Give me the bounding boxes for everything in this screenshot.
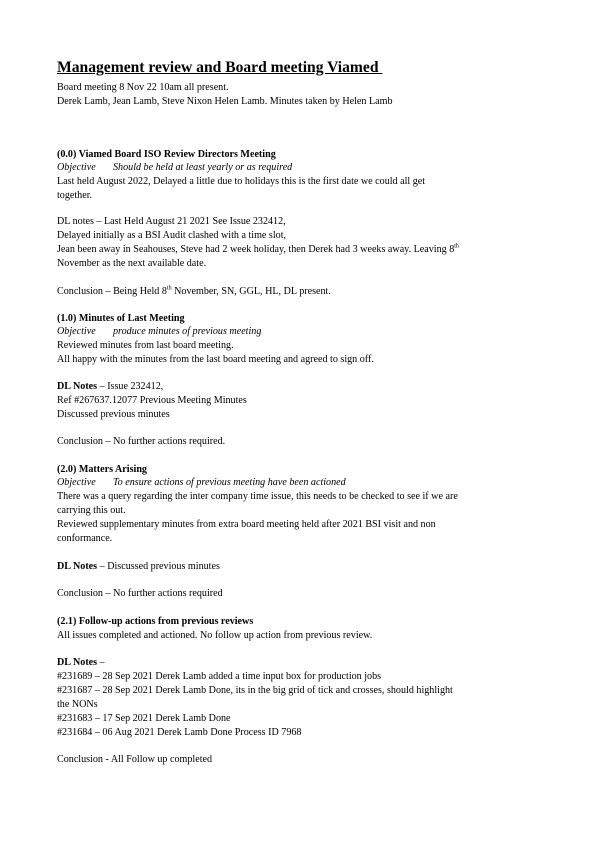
objective-line [57,162,292,174]
objective-line [57,477,346,489]
section-heading: (2.1) Follow-up actions from previous reviews [57,616,254,627]
notes-line: November as the next available date. [57,258,207,269]
conclusion-line: Conclusion – No further actions required. [57,436,226,447]
conclusion-line [57,286,331,298]
objective-text: To ensure actions of previous meeting have been actioned [113,477,346,488]
list-item: #231684 – 06 Aug 2021 Derek Lamb Done Process ID 7968 [57,727,302,738]
body-line: Last held August 2022, Delayed a little due to holidays this is the first date we could all get [57,176,426,187]
objective-label: Objective [57,477,96,488]
notes-line: DL notes – Last Held August 21 2021 See Issue 232412, [57,216,286,227]
objective-label: Objective [57,326,96,337]
body-line: There was a query regarding the inter company time issue, this needs to be checked to see if we are [57,491,458,502]
notes-line [57,381,163,393]
objective-label: Objective [57,162,96,173]
notes-text: Jean been away in Seahouses, Steve had 2 week holiday, then Derek had 3 weeks away. Leaving 8 [57,244,455,255]
intro-line: Board meeting 8 Nov 22 10am all present. [57,82,229,93]
ordinal-suffix: th [166,285,172,292]
section-heading: (2.0) Matters Arising [57,464,147,475]
list-item: #231683 – 17 Sep 2021 Derek Lamb Done [57,713,231,724]
body-line: All issues completed and actioned. No follow up action from previous review. [57,630,373,641]
conclusion-text: Conclusion – Being Held 8 [57,286,167,297]
body-line: together. [57,190,93,201]
notes-text: – Discussed previous minutes [97,561,220,572]
list-item: the NONs [57,699,98,710]
section-heading: (1.0) Minutes of Last Meeting [57,313,185,324]
body-line: carrying this out. [57,505,126,516]
notes-line [57,657,105,669]
ordinal-suffix: th [454,243,459,250]
objective-line [57,326,261,338]
notes-line: Delayed initially as a BSI Audit clashed with a time slot, [57,230,287,241]
notes-label: DL Notes [57,657,98,668]
notes-text: – Issue 232412, [97,381,164,392]
page-title: Management review and Board meeting Viamed [57,59,383,76]
section-heading: (0.0) Viamed Board ISO Review Directors Meeting [57,149,276,160]
notes-label: DL Notes [57,381,98,392]
notes-line: Ref #267637.12077 Previous Meeting Minutes [57,395,247,406]
body-line: conformance. [57,533,113,544]
body-line: Reviewed minutes from last board meeting. [57,340,234,351]
body-line: Reviewed supplementary minutes from extra board meeting held after 2021 BSI visit and non [57,519,436,530]
notes-text: – [97,657,105,668]
notes-label: DL Notes [57,561,98,572]
list-item: #231687 – 28 Sep 2021 Derek Lamb Done, its in the big grid of tick and crosses, should highlight [57,685,453,696]
conclusion-line: Conclusion - All Follow up completed [57,754,213,765]
attendees-line: Derek Lamb, Jean Lamb, Steve Nixon Helen Lamb. Minutes taken by Helen Lamb [57,96,393,107]
body-line: All happy with the minutes from the last board meeting and agreed to sign off. [57,354,374,365]
objective-text: Should be held at least yearly or as required [113,162,293,173]
list-item: #231689 – 28 Sep 2021 Derek Lamb added a time input box for production jobs [57,671,382,682]
notes-line [57,244,459,256]
objective-text: produce minutes of previous meeting [113,326,262,337]
notes-line [57,561,220,573]
conclusion-line: Conclusion – No further actions required [57,588,223,599]
conclusion-text: November, SN, GGL, HL, DL present. [171,286,331,297]
notes-line: Discussed previous minutes [57,409,170,420]
